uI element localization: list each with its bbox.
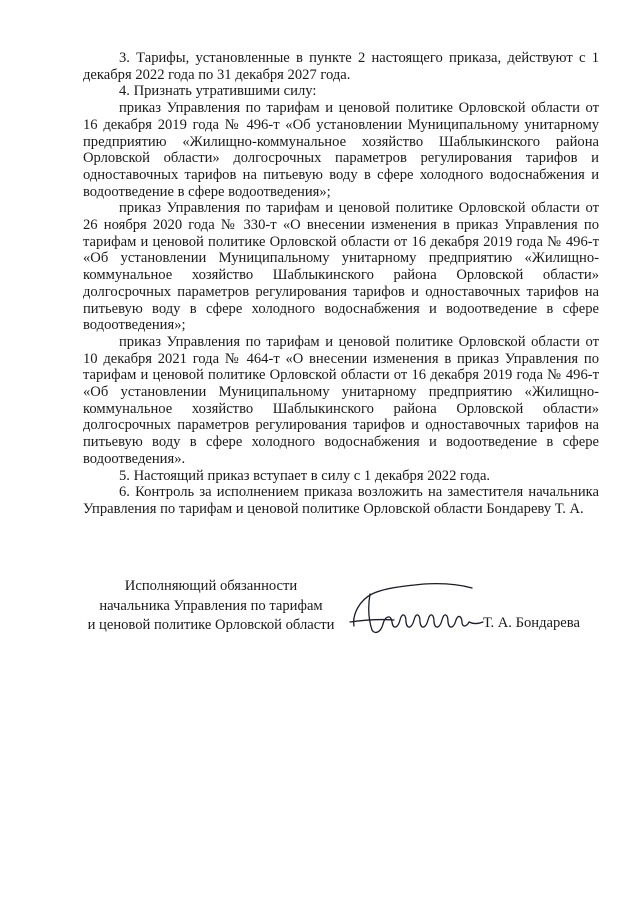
paragraph-repealed-order-464: приказ Управления по тарифам и ценовой политике Орловской области от 10 декабря 2021 года № 464-т «О внесении изменения в приказ Управления по тарифам и ценовой политике Орловской области от 16 декабря 2019 года № 496-т «Об установлении Муниципальному унитарному предприятию «Жилищно-коммунальное хозяйство Шаблыкинского района Орловской области» долгосрочных параметров регулирования тарифов и одноставочных тарифов на питьевую воду в сфере холодного водоснабжения и водоотведение в сфере водоотведения». bbox=[83, 333, 599, 467]
handwritten-signature bbox=[346, 578, 486, 640]
signatory-title-line: и ценовой политике Орловской области bbox=[87, 617, 335, 633]
signatory-name: Т. А. Бондарева bbox=[483, 615, 580, 631]
paragraph-item-3-tariff-period: 3. Тарифы, установленные в пункте 2 настоящего приказа, действуют с 1 декабря 2022 года по 31 декабря 2027 года. bbox=[83, 50, 599, 83]
signatory-title-line: начальника Управления по тарифам bbox=[99, 597, 323, 614]
paragraph-item-5-effective-date: 5. Настоящий приказ вступает в силу с 1 декабря 2022 года. bbox=[119, 467, 491, 484]
paragraph-item-6-control: 6. Контроль за исполнением приказа возложить на заместителя начальника Управления по тарифам и ценовой политике Орловской области Бондареву Т. А. bbox=[83, 484, 599, 517]
paragraph-repealed-order-496: приказ Управления по тарифам и ценовой политике Орловской области от 16 декабря 2019 года № 496-т «Об установлении Муниципальному унитарному предприятию «Жилищно-коммунальное хозяйство Шаблыкинского района Орловской области» долгосрочных параметров регулирования тарифов и одноставочных тарифов на питьевую воду в сфере холодного водоснабжения и водоотведение в сфере водоотведения»; bbox=[83, 100, 599, 200]
signatory-title bbox=[80, 577, 342, 636]
paragraph-repealed-order-330: приказ Управления по тарифам и ценовой политике Орловской области от 26 ноября 2020 года № 330-т «О внесении изменения в приказ Управления по тарифам и ценовой политике Орловской области от 16 декабря 2019 года № 496-т «Об установлении Муниципальному унитарному предприятию «Жилищно-коммунальное хозяйство Шаблыкинского района Орловской области» долгосрочных параметров регулирования тарифов и одноставочных тарифов на питьевую воду в сфере холодного водоснабжения и водоотведение в сфере водоотведения»; bbox=[83, 200, 599, 334]
paragraph-item-4-repeal-heading: 4. Признать утратившими силу: bbox=[119, 83, 317, 100]
document-body bbox=[83, 50, 599, 518]
signatory-title-line: Исполняющий обязанности bbox=[124, 578, 298, 594]
